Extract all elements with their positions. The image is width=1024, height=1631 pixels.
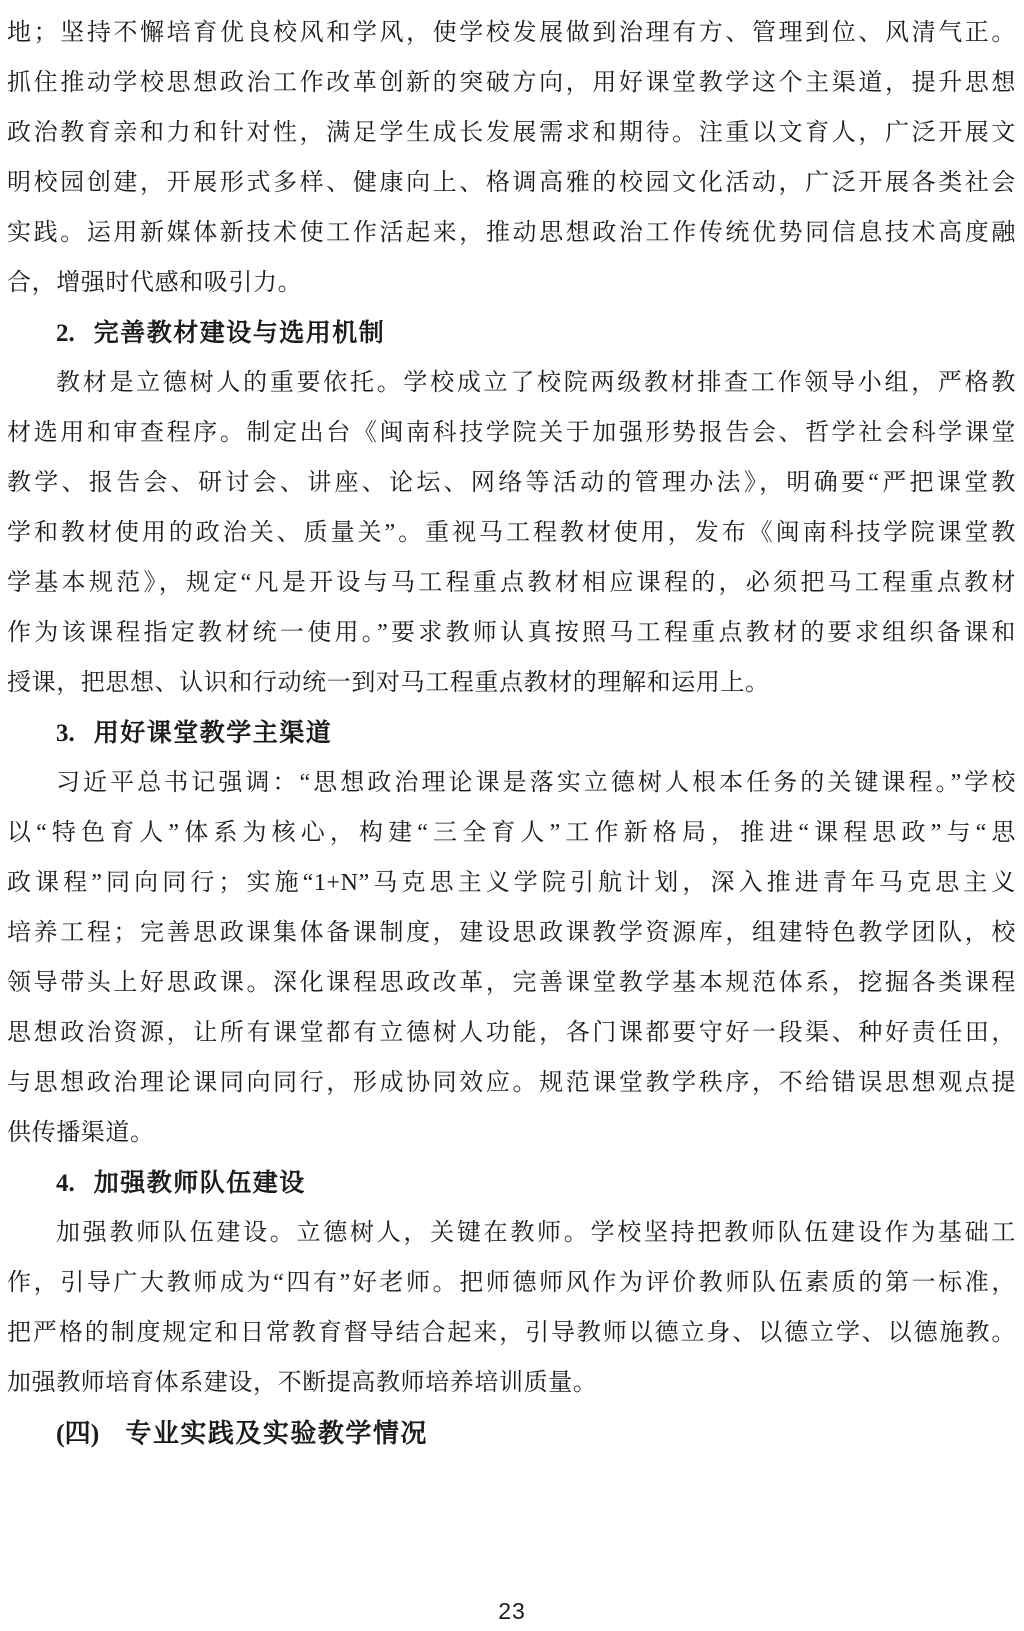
body-line: 习近平总书记强调：“思想政治理论课是落实立德树人根本任务的关键课程。”学校 (56, 770, 1016, 796)
page-number: 23 (498, 1598, 526, 1624)
heading-title: 用好课堂教学主渠道 (93, 719, 333, 747)
body-line: 作为该课程指定教材统一使用。”要求教师认真按照马工程重点教材的要求组织备课和 (7, 620, 1016, 646)
heading-number: 3. (56, 720, 75, 747)
body-line: 思想政治资源，让所有课堂都有立德树人功能，各门课都要守好一段渠、种好责任田， (7, 1020, 1016, 1046)
body-line: 材选用和审查程序。制定出台《闽南科技学院关于加强形势报告会、哲学社会科学课堂 (7, 420, 1016, 446)
body-line: 领导带头上好思政课。深化课程思政改革，完善课堂教学基本规范体系，挖掘各类课程 (7, 970, 1016, 996)
body-line: 政治教育亲和力和针对性，满足学生成长发展需求和期待。注重以文育人，广泛开展文 (7, 120, 1016, 146)
body-line: 合，增强时代感和吸引力。 (7, 270, 303, 296)
body-line: 教学、报告会、研讨会、讲座、论坛、网络等活动的管理办法》，明确要“严把课堂教 (7, 470, 1016, 496)
body-line: 实践。运用新媒体新技术使工作活起来，推动思想政治工作传统优势同信息技术高度融 (7, 220, 1016, 246)
body-line: 教材是立德树人的重要依托。学校成立了校院两级教材排查工作领导小组，严格教 (56, 370, 1016, 396)
body-line: 加强教师培育体系建设，不断提高教师培养培训质量。 (7, 1370, 598, 1396)
body-line: 培养工程；完善思政课集体备课制度，建设思政课教学资源库，组建特色教学团队，校 (7, 920, 1016, 946)
heading-title: 专业实践及实验教学情况 (125, 1418, 428, 1448)
body-line: 抓住推动学校思想政治工作改革创新的突破方向，用好课堂教学这个主渠道，提升思想 (7, 70, 1016, 96)
body-line: 把严格的制度规定和日常教育督导结合起来，引导教师以德立身、以德立学、以德施教。 (7, 1320, 1016, 1346)
text-block (7, 8, 1016, 1458)
heading-number: 2. (56, 320, 75, 347)
body-line: 以“特色育人”体系为核心，构建“三全育人”工作新格局，推进“课程思政”与“思 (7, 820, 1016, 846)
body-line: 明校园创建，开展形式多样、健康向上、格调高雅的校园文化活动，广泛开展各类社会 (7, 170, 1016, 196)
body-line: 政课程”同向同行；实施“1+N”马克思主义学院引航计划，深入推进青年马克思主义 (7, 870, 1016, 896)
body-line: 学基本规范》，规定“凡是开设与马工程重点教材相应课程的，必须把马工程重点教材 (7, 570, 1016, 596)
heading-number: 4. (56, 1170, 75, 1197)
subsection-heading-4 (7, 1408, 1016, 1458)
section-heading-3 (7, 708, 1016, 758)
body-line: 授课，把思想、认识和行动统一到对马工程重点教材的理解和运用上。 (7, 670, 770, 696)
heading-title: 完善教材建设与选用机制 (93, 319, 386, 347)
body-line: 地；坚持不懈培育优良校风和学风，使学校发展做到治理有方、管理到位、风清气正。 (7, 20, 1016, 46)
heading-title: 加强教师队伍建设 (93, 1169, 306, 1197)
body-line: 加强教师队伍建设。立德树人，关键在教师。学校坚持把教师队伍建设作为基础工 (56, 1220, 1016, 1246)
body-line: 与思想政治理论课同向同行，形成协同效应。规范课堂教学秩序，不给错误思想观点提 (7, 1070, 1016, 1096)
body-line: 供传播渠道。 (7, 1120, 155, 1146)
heading-number: (四) (56, 1419, 100, 1448)
section-heading-4 (7, 1158, 1016, 1208)
body-line: 作，引导广大教师成为“四有”好老师。把师德师风作为评价教师队伍素质的第一标准， (7, 1270, 1016, 1296)
section-heading-2 (7, 308, 1016, 358)
body-line: 学和教材使用的政治关、质量关”。重视马工程教材使用，发布《闽南科技学院课堂教 (7, 520, 1016, 546)
